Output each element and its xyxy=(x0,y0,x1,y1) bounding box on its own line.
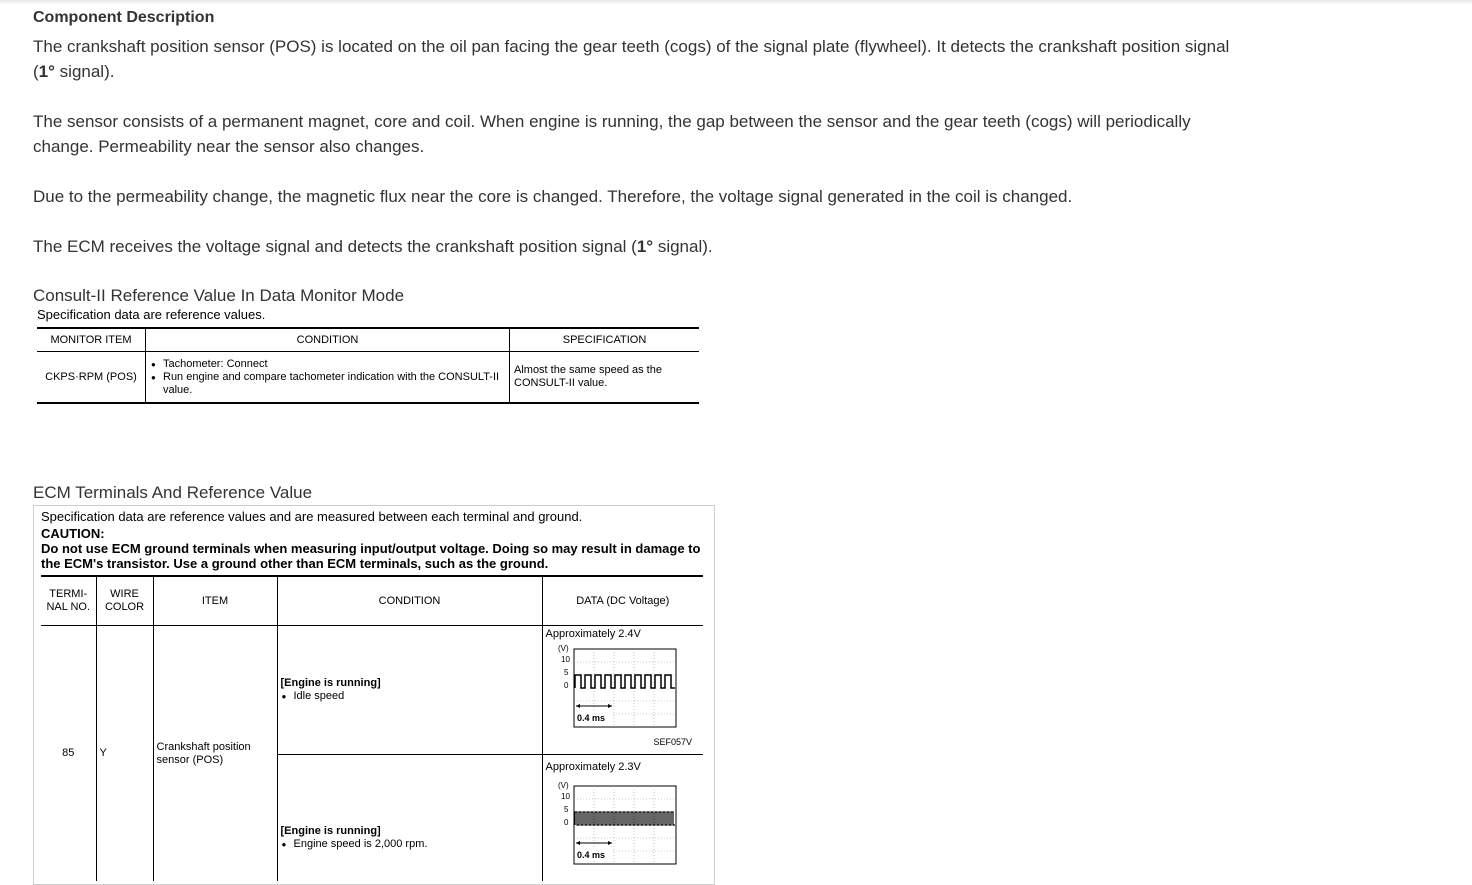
data-value: Approximately 2.3V xyxy=(545,761,641,773)
condition-detail: ● Idle speed xyxy=(281,690,539,703)
figure-ref: SEF057V xyxy=(653,737,692,747)
condition-cell xyxy=(146,352,510,404)
col-specification: SPECIFICATION xyxy=(510,328,700,352)
scope-tick-10: 10 xyxy=(560,655,570,664)
top-shadow xyxy=(0,0,1472,5)
monitor-item: CKPS·RPM (POS) xyxy=(37,352,146,404)
consult-heading: Consult-II Reference Value In Data Monitor Mode xyxy=(33,286,405,305)
consult-note: Specification data are reference values. xyxy=(37,307,266,322)
wire-color: Y xyxy=(96,626,153,882)
spec-cell: Almost the same speed as the CONSULT-II value. xyxy=(510,352,700,404)
data-idle xyxy=(542,626,703,755)
ecm-reference-figure xyxy=(33,505,715,885)
section-title: Component Description xyxy=(33,9,215,26)
scope-tick-10: 10 xyxy=(560,792,570,801)
scope-unit: (V) xyxy=(557,644,569,653)
scope-unit: (V) xyxy=(557,781,569,790)
col-monitor-item: MONITOR ITEM xyxy=(37,328,146,352)
paragraph-3: Due to the permeability change, the magnetic flux near the core is changed. Therefore, the voltage signal generated in the coil is changed. xyxy=(33,187,1073,206)
scope-time: 0.4 ms xyxy=(576,713,605,723)
condition-idle xyxy=(277,626,542,755)
condition-detail: ● Engine speed is 2,000 rpm. xyxy=(281,838,539,851)
table-row xyxy=(41,626,703,755)
condition-state: [Engine is running] xyxy=(280,677,381,689)
paragraph-4: The ECM receives the voltage signal and detects the crankshaft position signal (1° signal). xyxy=(33,237,713,256)
scope-tick-5: 5 xyxy=(563,668,568,677)
condition-1: ● Tachometer: Connect xyxy=(150,358,505,371)
terminal-number: 85 xyxy=(62,747,75,759)
table-row xyxy=(37,352,699,404)
paragraph-2: The sensor consists of a permanent magnet, core and coil. When engine is running, the gap between the sensor and the gear teeth (cogs) will periodically change. Permeability near the sensor also changes. xyxy=(33,112,1191,156)
condition-2: ● Run engine and compare tachometer indication with the CONSULT-II value. xyxy=(150,371,505,397)
consult-table xyxy=(37,327,699,404)
col-condition: CONDITION xyxy=(277,576,542,626)
scope-tick-0: 0 xyxy=(563,818,568,827)
scope-tick-5: 5 xyxy=(563,805,568,814)
col-terminal: TERMI-NAL NO. xyxy=(41,576,96,626)
oscilloscope-waveform-idle xyxy=(546,644,696,734)
data-value: Approximately 2.4V xyxy=(545,628,641,640)
oscilloscope-waveform-2000rpm xyxy=(546,781,696,871)
col-item: ITEM xyxy=(153,576,277,626)
condition-state: [Engine is running] xyxy=(280,825,381,837)
data-2000rpm xyxy=(542,755,703,882)
condition-2000rpm xyxy=(277,755,542,882)
paragraph-1: The crankshaft position sensor (POS) is located on the oil pan facing the gear teeth (cogs) of the signal plate (flywheel). It detects the crankshaft position signal (1° signal). xyxy=(33,37,1230,81)
col-data: DATA (DC Voltage) xyxy=(542,576,703,626)
col-condition: CONDITION xyxy=(146,328,510,352)
consult-reference-table xyxy=(37,307,699,404)
caution-label: CAUTION: xyxy=(41,526,105,541)
col-wire-color: WIRE COLOR xyxy=(96,576,153,626)
component-description xyxy=(33,8,1253,284)
ecm-table xyxy=(41,575,703,881)
ecm-note: Specification data are reference values and are measured between each terminal and ground. xyxy=(41,509,583,524)
ecm-heading: ECM Terminals And Reference Value xyxy=(33,483,313,502)
caution-text: Do not use ECM ground terminals when measuring input/output voltage. Doing so may result in damage to the ECM's transistor. Use a ground other than ECM terminals, such as the ground. xyxy=(41,541,701,571)
scope-tick-0: 0 xyxy=(563,681,568,690)
scope-time: 0.4 ms xyxy=(576,850,605,860)
item-name: Crankshaft position sensor (POS) xyxy=(153,626,277,882)
